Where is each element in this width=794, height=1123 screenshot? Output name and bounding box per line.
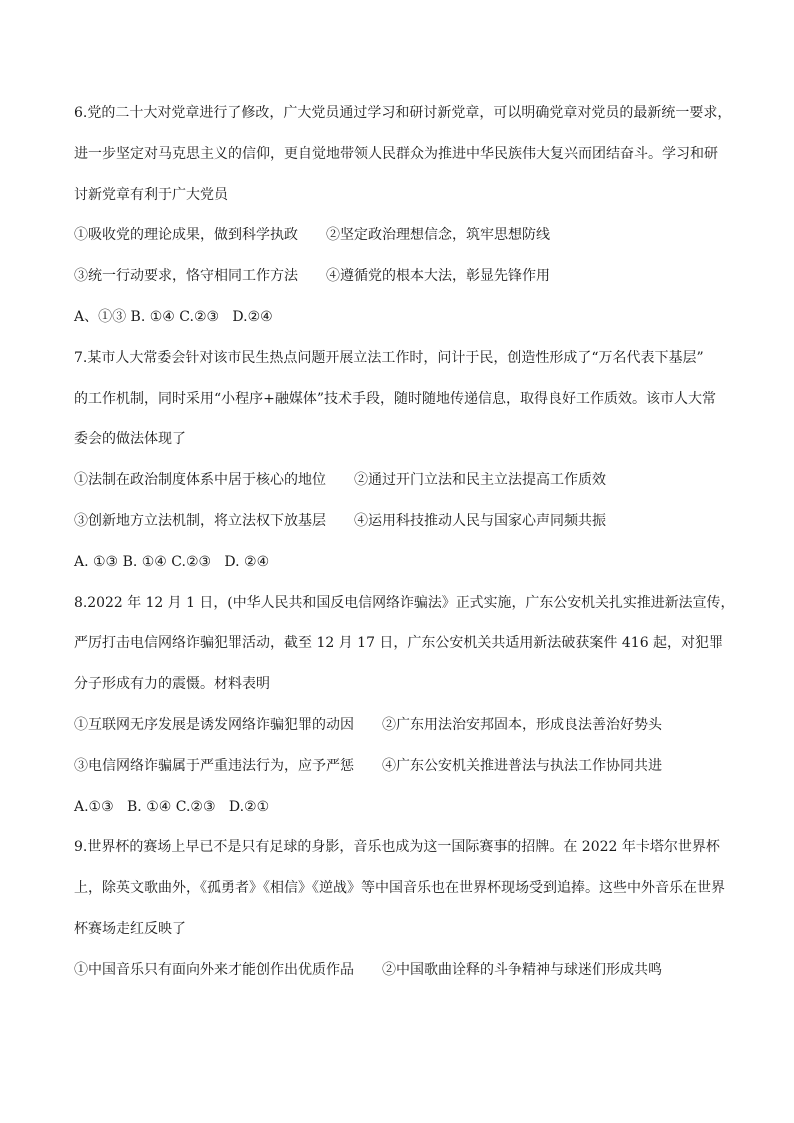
statement-item: ②坚定政治理想信念，筑牢思想防线 (326, 227, 550, 244)
statement-item: ①中国音乐只有面向外来才能创作出优质作品 (74, 961, 354, 978)
statement-item: ③电信网络诈骗属于严重违法行为，应予严惩 (74, 757, 354, 774)
question-stem-line: 7.某市人大常委会针对该市民生热点问题开展立法工作时，问计于民，创造性形成了“万名代表下基层” (74, 349, 704, 366)
answer-options: A.①③ B. ①④ C.②③ D.②① (74, 798, 270, 815)
answer-options: A、①③ B. ①④ C.②③ D.②④ (74, 308, 273, 325)
statement-item: ③创新地方立法机制，将立法权下放基层 (74, 512, 326, 529)
statement-item: ②通过开门立法和民主立法提高工作质效 (354, 472, 606, 489)
question-stem-line: 杯赛场走红反映了 (74, 920, 186, 937)
statement-row (74, 266, 734, 286)
question-stem-line: 上，除英文歌曲外，《孤勇者》《相信》《逆战》等中国音乐也在世界杯现场受到追捧。这些中外音乐在世界 (74, 880, 725, 897)
statement-row (74, 470, 734, 490)
statement-item: ①吸收党的理论成果，做到科学执政 (74, 227, 298, 244)
statement-item: ④遵循党的根本大法，彰显先锋作用 (326, 268, 550, 285)
statement-item: ③统一行动要求，恪守相同工作方法 (74, 268, 298, 285)
question-stem-line: 分子形成有力的震慑。材料表明 (74, 676, 270, 693)
question-7 (74, 348, 734, 572)
question-9 (74, 837, 734, 979)
statement-item: ①法制在政治制度体系中居于核心的地位 (74, 472, 326, 489)
statement-item: ①互联网无序发展是诱发网络诈骗犯罪的动因 (74, 716, 354, 733)
question-6 (74, 103, 734, 327)
statement-item: ②中国歌曲诠释的斗争精神与球迷们形成共鸣 (382, 961, 662, 978)
question-list (74, 103, 734, 1001)
statement-row (74, 960, 734, 980)
statement-row (74, 715, 734, 735)
question-stem-line: 8.2022 年 12 月 1 日，(中华人民共和国反电信网络诈骗法》正式实施，广东公安机关扎实推进新法宣传， (74, 594, 735, 611)
statement-row (74, 225, 734, 245)
question-stem-line: 讨新党章有利于广大党员 (74, 186, 228, 203)
question-8 (74, 593, 734, 817)
question-stem-line: 严厉打击电信网络诈骗犯罪活动，截至 12 月 17 日，广东公安机关共适用新法破获案件 416 起，对犯罪 (74, 635, 724, 652)
statement-row (74, 511, 734, 531)
statement-item: ②广东用法治安邦固本，形成良法善治好势头 (382, 716, 662, 733)
answer-options: A. ①③ B. ①④ C.②③ D. ②④ (74, 553, 270, 570)
statement-item: ④广东公安机关推进普法与执法工作协同共进 (382, 757, 662, 774)
question-stem-line: 9.世界杯的赛场上早已不是只有足球的身影，音乐也成为这一国际赛事的招牌。在 2022 年卡塔尔世界杯 (74, 839, 720, 856)
statement-item: ④运用科技推动人民与国家心声同频共振 (354, 512, 606, 529)
statement-row (74, 756, 734, 776)
question-stem-line: 委会的做法体现了 (74, 431, 186, 448)
question-stem-line: 进一步坚定对马克思主义的信仰，更自觉地带领人民群众为推进中华民族伟大复兴而团结奋斗。学习和研 (74, 145, 718, 162)
question-stem-line: 的工作机制，同时采用“小程序+融媒体”技术手段，随时随地传递信息，取得良好工作质效。该市人大常 (74, 390, 717, 407)
question-stem-line: 6.党的二十大对党章进行了修改，广大党员通过学习和研讨新党章，可以明确党章对党员的最新统一要求， (74, 105, 732, 121)
